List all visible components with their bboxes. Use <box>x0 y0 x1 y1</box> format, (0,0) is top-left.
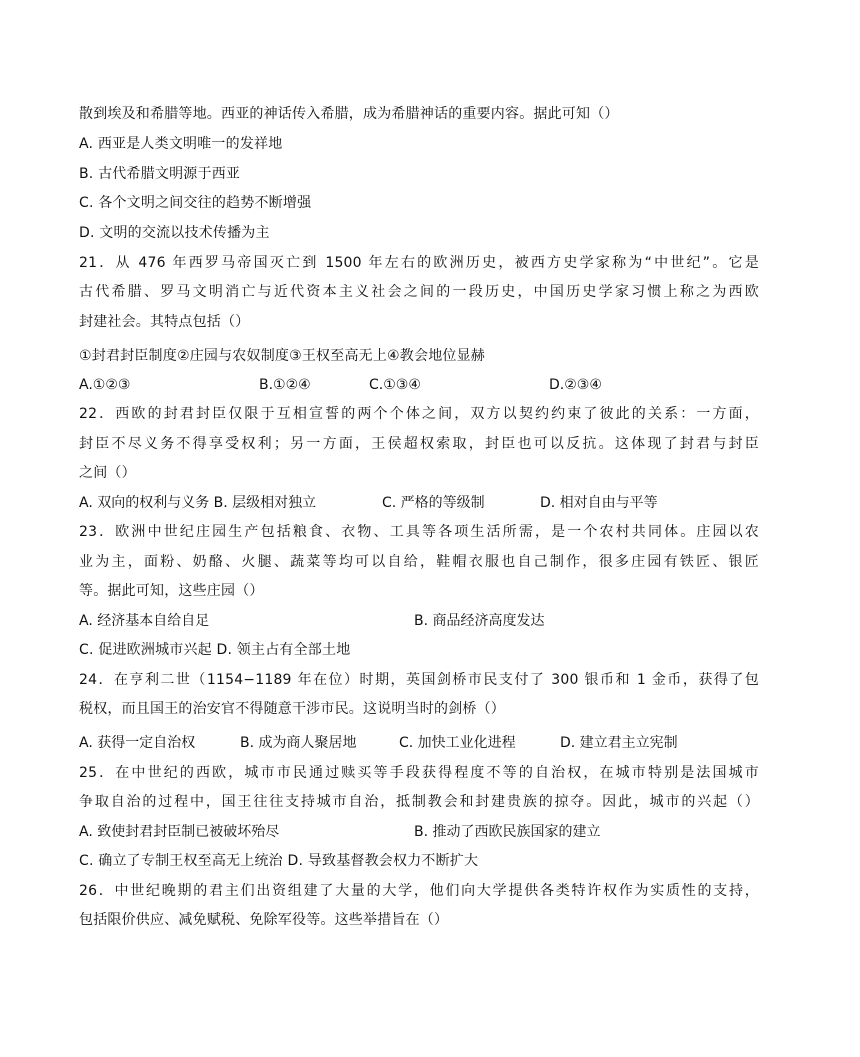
question-24-stem-line-2: 税权，而且国王的治安官不得随意干涉市民。这说明当时的剑桥（） <box>79 701 505 717</box>
question-25-option-a: A. 致使封君封臣制已被破坏殆尽 <box>79 824 280 840</box>
question-23-option-b: B. 商品经济高度发达 <box>414 613 545 629</box>
question-23-stem-line-2: 业为主，面粉、奶酪、火腿、蔬菜等均可以自给，鞋帽衣服也自己制作，很多庄园有铁匠、银匠 <box>79 554 759 570</box>
question-24-stem-line-1: 24．在亨利二世（1154−1189 年在位）时期，英国剑桥市民支付了 300 银币和 1 金币，获得了包 <box>79 672 759 688</box>
question-20-option-c: C. 各个文明之间交往的趋势不断增强 <box>79 195 312 211</box>
question-22-stem-line-1: 22．西欧的封君封臣仅限于互相宣誓的两个个体之间，双方以契约约束了彼此的关系：一方面， <box>79 406 759 422</box>
question-22-stem-line-2: 封臣不尽义务不得享受权利；另一方面，王侯超权索取，封臣也可以反抗。这体现了封君与封臣 <box>79 436 759 452</box>
question-20-option-d: D. 文明的交流以技术传播为主 <box>79 225 270 241</box>
question-22-option-ab: A. 双向的权利与义务 B. 层级相对独立 <box>79 495 317 511</box>
question-23-option-a: A. 经济基本自给自足 <box>79 613 210 629</box>
question-25-option-b: B. 推动了西欧民族国家的建立 <box>414 824 601 840</box>
question-24-option-d: D. 建立君主立宪制 <box>560 735 678 751</box>
question-25-stem-line-1: 25．在中世纪的西欧，城市市民通过赎买等手段获得程度不等的自治权，在城市特别是法国城市 <box>79 765 759 781</box>
question-21-stem-line-2: 古代希腊、罗马文明消亡与近代资本主义社会之间的一段历史，中国历史学家习惯上称之为西欧 <box>79 284 759 300</box>
question-23-stem-line-1: 23．欧洲中世纪庄园生产包括粮食、衣物、工具等各项生活所需，是一个农村共同体。庄园以农 <box>79 524 759 540</box>
question-24-option-c: C. 加快工业化进程 <box>399 735 516 751</box>
question-25-option-cd: C. 确立了专制王权至高无上统治 D. 导致基督教会权力不断扩大 <box>79 853 479 869</box>
question-22-stem-line-3: 之间（） <box>79 465 136 481</box>
question-25-stem-line-2: 争取自治的过程中，国王往往支持城市自治，抵制教会和封建贵族的掠夺。因此，城市的兴起（） <box>79 794 759 810</box>
question-22-option-d: D. 相对自由与平等 <box>540 495 658 511</box>
question-24-option-b: B. 成为商人聚居地 <box>240 735 357 751</box>
question-21-option-c: C.①③④ <box>369 377 421 393</box>
question-20-stem-tail: 散到埃及和希腊等地。西亚的神话传入希腊，成为希腊神话的重要内容。据此可知（） <box>79 106 619 122</box>
question-26-stem-line-2: 包括限价供应、减免赋税、免除军役等。这些举措旨在（） <box>79 912 449 928</box>
question-21-items: ①封君封臣制度②庄园与农奴制度③王权至高无上④教会地位显赫 <box>79 348 486 364</box>
question-21-stem-line-1: 21．从 476 年西罗马帝国灭亡到 1500 年左右的欧洲历史，被西方史学家称为“中世纪”。它是 <box>79 255 759 271</box>
question-21-stem-line-3: 封建社会。其特点包括（） <box>79 314 250 330</box>
question-22-option-c: C. 严格的等级制 <box>382 495 485 511</box>
question-26-stem-line-1: 26．中世纪晚期的君主们出资组建了大量的大学，他们向大学提供各类特许权作为实质性的支持， <box>79 883 759 899</box>
question-21-option-b: B.①②④ <box>259 377 311 393</box>
question-21-option-d: D.②③④ <box>549 377 602 393</box>
question-23-stem-line-3: 等。据此可知，这些庄园（） <box>79 583 264 599</box>
question-21-option-a: A.①②③ <box>79 377 131 393</box>
question-20-option-b: B. 古代希腊文明源于西亚 <box>79 166 241 182</box>
question-24-option-a: A. 获得一定自治权 <box>79 735 196 751</box>
question-20-option-a: A. 西亚是人类文明唯一的发祥地 <box>79 136 283 152</box>
question-23-option-cd: C. 促进欧洲城市兴起 D. 领主占有全部土地 <box>79 642 351 658</box>
